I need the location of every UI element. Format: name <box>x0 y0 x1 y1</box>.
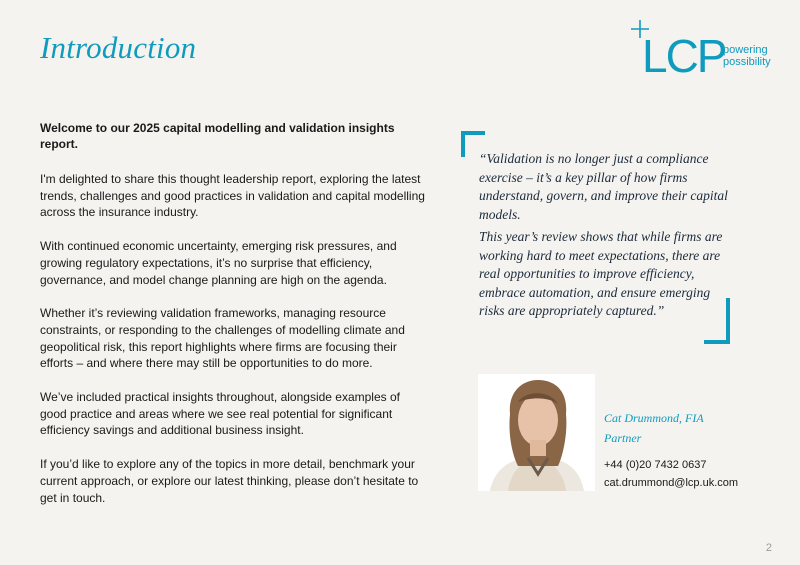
quote-bracket-bottom-right <box>702 296 732 346</box>
intro-paragraph: With continued economic uncertainty, emerging risk pressures, and growing regulatory expectations, it’s no surprise that efficiency, governance, and model change planning are high on the agenda. <box>40 239 397 287</box>
pull-quote <box>479 150 729 325</box>
quote-paragraph-1: “Validation is no longer just a compliance exercise – it’s a key pillar of how firms understand, govern, and improve their capital models. <box>479 151 728 222</box>
logo-wordmark: LCP <box>642 30 726 82</box>
intro-paragraph: I'm delighted to share this thought leadership report, exploring the latest trends, challenges and good practices in validation and capital modelling across the insurance industry. <box>40 172 425 220</box>
intro-paragraph: We’ve included practical insights throughout, alongside examples of good practice and areas where we see real potential for significant efficiency savings and additional business insight. <box>40 390 400 438</box>
logo-tagline <box>723 45 783 68</box>
contact-card <box>604 408 794 492</box>
contact-photo <box>478 374 595 491</box>
intro-paragraph: Whether it’s reviewing validation frameworks, managing resource constraints, or responding to the challenges of modelling climate and geopolitical risk, this report highlights where firms are focusing their efforts – and where there may still be opportunities to do more. <box>40 306 405 371</box>
intro-paragraph: If you’d like to explore any of the topics in more detail, benchmark your current approach, or explore our latest thinking, please don’t hesitate to get in touch. <box>40 457 419 505</box>
contact-email[interactable]: cat.drummond@lcp.uk.com <box>604 477 739 489</box>
quote-paragraph-2: This year’s review shows that while firms are working hard to meet expectations, there are real opportunities to improve efficiency, embrace automation, and ensure emerging risks are appropriately captured.” <box>479 229 723 318</box>
intro-lead: Welcome to our 2025 capital modelling and validation insights report. <box>40 121 395 151</box>
contact-role: Partner <box>604 431 642 445</box>
logo-tagline-line2: possibility <box>723 55 771 68</box>
intro-text <box>40 120 430 523</box>
logo-tagline-line1: powering <box>723 44 768 56</box>
lcp-logo[interactable] <box>630 18 780 82</box>
page-number: 2 <box>765 542 772 554</box>
page-title: Introduction <box>40 30 197 65</box>
contact-name: Cat Drummond, FIA <box>604 411 704 425</box>
contact-phone[interactable]: +44 (0)20 7432 0637 <box>604 459 707 471</box>
